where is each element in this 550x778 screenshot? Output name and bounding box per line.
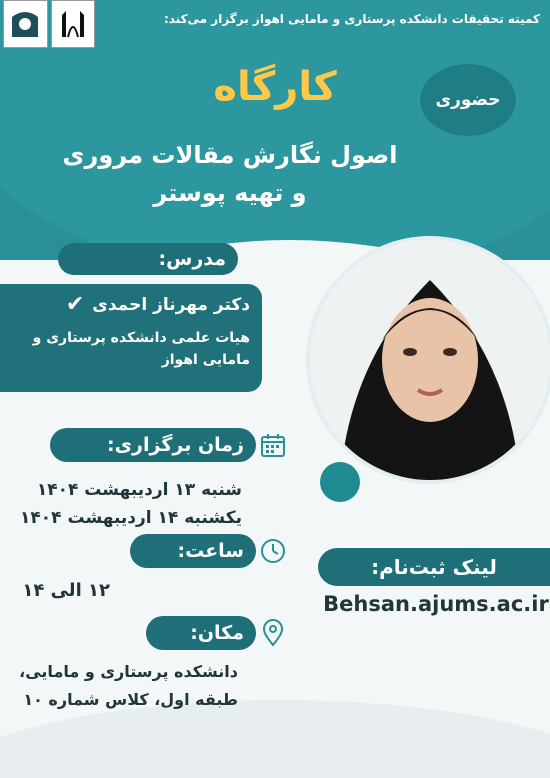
workshop-subtitle [40,136,420,212]
location-pin-icon [258,617,288,649]
place-text [10,658,238,714]
registration-label: لینک ثبت‌نام: [318,548,550,586]
organizer-text: کمیته تحقیقات دانشکده پرستاری و مامایی اهواز برگزار می‌کند: [163,12,540,26]
teacher-name: دکتر مهرناز احمدی [92,294,250,315]
attendance-badge: حضوری [420,64,516,136]
subtitle-line-2: و تهیه پوستر [153,179,307,207]
time-value: ۱۲ الی ۱۴ [22,580,110,601]
registration-link[interactable]: Behsan.ajums.ac.ir [323,592,549,616]
schedule-day-2: یکشنبه ۱۴ اردیبهشت ۱۴۰۴ [20,508,242,528]
schedule-dates [10,476,242,532]
time-label: ساعت: [130,534,256,568]
teacher-card [0,284,262,392]
teacher-description-line-2: مامایی اهواز [161,352,250,368]
logos [0,0,95,48]
subtitle-line-1: اصول نگارش مقالات مروری [62,141,398,169]
clock-icon [258,536,288,566]
calendar-icon [258,430,288,460]
place-line-2: طبقه اول، کلاس شماره ۱۰ [23,690,238,709]
check-icon: ✔ [65,292,85,317]
place-line-1: دانشکده پرستاری و مامایی، [19,662,238,681]
teacher-description [12,327,250,371]
teacher-name-row [12,292,250,317]
teacher-photo [310,240,550,480]
decorative-dot [320,462,360,502]
schedule-label: زمان برگزاری: [50,428,256,462]
logo-university [51,0,96,48]
page-title: کارگاه [213,64,337,110]
logo-emblem [3,0,48,48]
teacher-label: مدرس: [58,243,238,275]
teacher-description-line-1: هیات علمی دانشکده پرستاری و [32,330,250,346]
schedule-day-1: شنبه ۱۳ اردیبهشت ۱۴۰۴ [36,480,242,500]
place-label: مکان: [146,616,256,650]
